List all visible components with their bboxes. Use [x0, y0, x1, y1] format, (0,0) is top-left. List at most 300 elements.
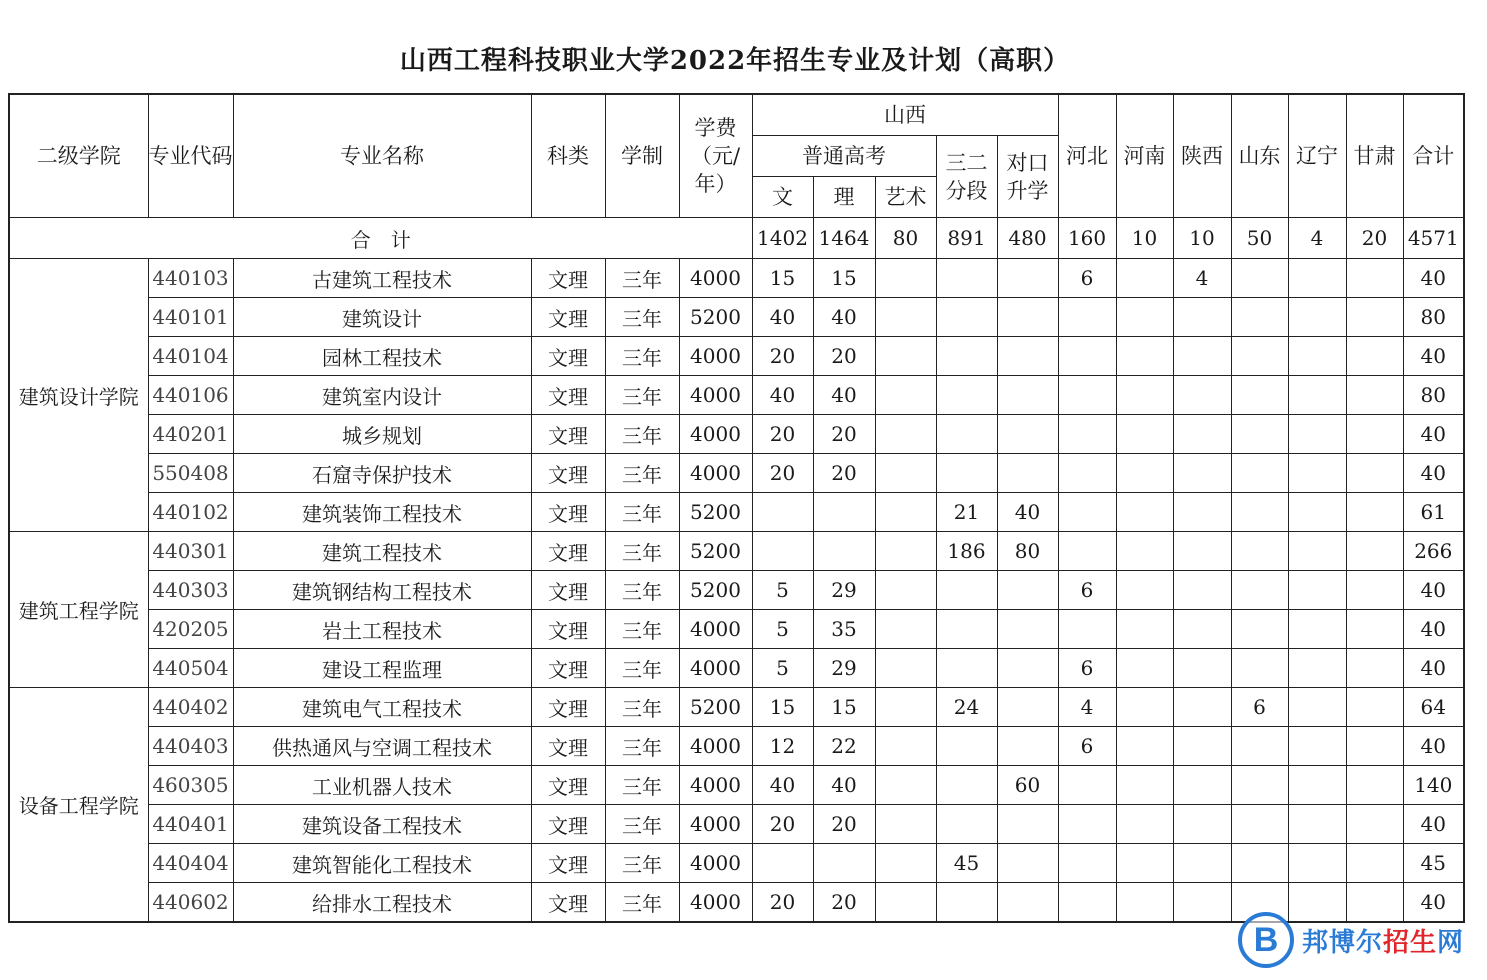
category-cell: 文理 [531, 493, 605, 532]
fee-cell: 4000 [679, 766, 752, 805]
quota-cell [1231, 259, 1288, 298]
quota-cell [936, 805, 997, 844]
quota-cell [1231, 493, 1288, 532]
quota-cell [936, 376, 997, 415]
quota-cell: 80 [1403, 298, 1464, 337]
category-cell: 文理 [531, 259, 605, 298]
quota-cell: 45 [936, 844, 997, 883]
category-cell: 文理 [531, 454, 605, 493]
quota-cell [875, 298, 936, 337]
quota-cell [1346, 532, 1403, 571]
quota-cell [1116, 610, 1173, 649]
quota-cell [997, 454, 1058, 493]
quota-cell [875, 883, 936, 923]
quota-cell [1346, 376, 1403, 415]
major-code-cell: 550408 [148, 454, 233, 493]
quota-cell [875, 337, 936, 376]
major-code-cell: 440101 [148, 298, 233, 337]
quota-cell [1173, 766, 1231, 805]
header-fee: 学费（元/年） [679, 94, 752, 218]
quota-cell [1288, 493, 1346, 532]
total-cell: 1464 [813, 218, 875, 259]
quota-cell: 20 [752, 805, 813, 844]
quota-cell [1288, 571, 1346, 610]
quota-cell [997, 610, 1058, 649]
duration-cell: 三年 [605, 571, 679, 610]
header-category: 科类 [531, 94, 605, 218]
quota-cell: 40 [813, 298, 875, 337]
quota-cell [997, 337, 1058, 376]
quota-cell [1058, 298, 1116, 337]
table-row [9, 571, 1464, 610]
quota-cell [1346, 493, 1403, 532]
quota-cell [936, 298, 997, 337]
total-cell: 160 [1058, 218, 1116, 259]
quota-cell [1116, 727, 1173, 766]
major-code-cell: 440403 [148, 727, 233, 766]
quota-cell [1346, 805, 1403, 844]
quota-cell: 4 [1173, 259, 1231, 298]
quota-cell: 20 [813, 883, 875, 923]
quota-cell [875, 493, 936, 532]
quota-cell: 45 [1403, 844, 1464, 883]
quota-cell [1231, 532, 1288, 571]
fee-cell: 4000 [679, 610, 752, 649]
quota-cell [1231, 766, 1288, 805]
duration-cell: 三年 [605, 376, 679, 415]
quota-cell: 6 [1058, 259, 1116, 298]
quota-cell [936, 454, 997, 493]
quota-cell [752, 493, 813, 532]
category-cell: 文理 [531, 883, 605, 923]
fee-cell: 4000 [679, 727, 752, 766]
table-row [9, 415, 1464, 454]
quota-cell [1231, 805, 1288, 844]
header-gansu: 甘肃 [1346, 94, 1403, 218]
major-code-cell: 440401 [148, 805, 233, 844]
quota-cell [875, 454, 936, 493]
quota-cell [936, 727, 997, 766]
quota-cell [997, 844, 1058, 883]
quota-cell: 6 [1058, 649, 1116, 688]
quota-cell [1058, 337, 1116, 376]
quota-cell [875, 766, 936, 805]
duration-cell: 三年 [605, 259, 679, 298]
quota-cell [1116, 298, 1173, 337]
quota-cell [1231, 454, 1288, 493]
fee-cell: 5200 [679, 571, 752, 610]
major-code-cell: 440102 [148, 493, 233, 532]
major-name-cell: 岩土工程技术 [233, 610, 531, 649]
duration-cell: 三年 [605, 649, 679, 688]
quota-cell: 61 [1403, 493, 1464, 532]
major-name-cell: 建设工程监理 [233, 649, 531, 688]
quota-cell [1173, 610, 1231, 649]
quota-cell [875, 727, 936, 766]
quota-cell: 40 [813, 766, 875, 805]
quota-cell [875, 532, 936, 571]
quota-cell [997, 571, 1058, 610]
quota-cell: 20 [813, 454, 875, 493]
quota-cell [1116, 415, 1173, 454]
quota-cell: 20 [752, 337, 813, 376]
quota-cell [1173, 844, 1231, 883]
quota-cell [1288, 298, 1346, 337]
quota-cell: 40 [752, 376, 813, 415]
quota-cell [936, 610, 997, 649]
quota-cell [1173, 454, 1231, 493]
major-name-cell: 园林工程技术 [233, 337, 531, 376]
quota-cell [1288, 532, 1346, 571]
quota-cell [1116, 337, 1173, 376]
quota-cell [1346, 649, 1403, 688]
major-code-cell: 440504 [148, 649, 233, 688]
quota-cell [936, 337, 997, 376]
quota-cell: 24 [936, 688, 997, 727]
quota-cell [936, 415, 997, 454]
quota-cell [813, 844, 875, 883]
quota-cell [813, 532, 875, 571]
table-row [9, 727, 1464, 766]
quota-cell [1288, 454, 1346, 493]
category-cell: 文理 [531, 805, 605, 844]
quota-cell [1231, 649, 1288, 688]
quota-cell [1231, 610, 1288, 649]
quota-cell [875, 376, 936, 415]
quota-cell [1346, 415, 1403, 454]
major-name-cell: 建筑工程技术 [233, 532, 531, 571]
duration-cell: 三年 [605, 532, 679, 571]
quota-cell [1058, 376, 1116, 415]
quota-cell [1346, 727, 1403, 766]
quota-cell [997, 259, 1058, 298]
quota-cell [1116, 805, 1173, 844]
major-code-cell: 440402 [148, 688, 233, 727]
quota-cell [997, 805, 1058, 844]
quota-cell: 40 [1403, 571, 1464, 610]
quota-cell [1173, 532, 1231, 571]
category-cell: 文理 [531, 766, 605, 805]
quota-cell [875, 415, 936, 454]
quota-cell [936, 571, 997, 610]
quota-cell [1288, 415, 1346, 454]
header-total: 合计 [1403, 94, 1464, 218]
duration-cell: 三年 [605, 415, 679, 454]
total-cell: 50 [1231, 218, 1288, 259]
table-row [9, 493, 1464, 532]
quota-cell: 40 [752, 298, 813, 337]
quota-cell: 40 [1403, 805, 1464, 844]
quota-cell [1116, 259, 1173, 298]
quota-cell [1173, 727, 1231, 766]
header-college: 二级学院 [9, 94, 148, 218]
quota-cell [1173, 298, 1231, 337]
quota-cell: 12 [752, 727, 813, 766]
quota-cell [1058, 766, 1116, 805]
quota-cell [1173, 649, 1231, 688]
page-title: 山西工程科技职业大学2022年招生专业及计划（高职） [399, 46, 1071, 76]
category-cell: 文理 [531, 727, 605, 766]
quota-cell [1346, 571, 1403, 610]
quota-cell [1231, 376, 1288, 415]
quota-cell [1116, 766, 1173, 805]
table-row [9, 376, 1464, 415]
quota-cell [1058, 610, 1116, 649]
quota-cell [997, 688, 1058, 727]
quota-cell: 40 [1403, 610, 1464, 649]
quota-cell [1288, 727, 1346, 766]
major-name-cell: 建筑钢结构工程技术 [233, 571, 531, 610]
quota-cell [875, 844, 936, 883]
duration-cell: 三年 [605, 844, 679, 883]
quota-cell: 20 [813, 805, 875, 844]
major-code-cell: 440301 [148, 532, 233, 571]
quota-cell: 35 [813, 610, 875, 649]
quota-cell [1116, 688, 1173, 727]
quota-cell: 5 [752, 610, 813, 649]
category-cell: 文理 [531, 688, 605, 727]
quota-cell [752, 532, 813, 571]
quota-cell [997, 298, 1058, 337]
quota-cell [997, 376, 1058, 415]
header-shandong: 山东 [1231, 94, 1288, 218]
header-sanerfen: 三二分段 [936, 136, 997, 218]
quota-cell [875, 688, 936, 727]
major-code-cell: 420205 [148, 610, 233, 649]
quota-cell: 80 [1403, 376, 1464, 415]
quota-cell [752, 844, 813, 883]
quota-cell [813, 493, 875, 532]
duration-cell: 三年 [605, 883, 679, 923]
quota-cell: 40 [1403, 259, 1464, 298]
major-name-cell: 工业机器人技术 [233, 766, 531, 805]
major-name-cell: 古建筑工程技术 [233, 259, 531, 298]
header-duikou: 对口升学 [997, 136, 1058, 218]
header-hebei: 河北 [1058, 94, 1116, 218]
quota-cell: 29 [813, 649, 875, 688]
quota-cell [997, 649, 1058, 688]
total-cell: 10 [1116, 218, 1173, 259]
header-liaoning: 辽宁 [1288, 94, 1346, 218]
quota-cell: 5 [752, 571, 813, 610]
duration-cell: 三年 [605, 298, 679, 337]
quota-cell: 6 [1058, 571, 1116, 610]
fee-cell: 5200 [679, 493, 752, 532]
total-cell: 1402 [752, 218, 813, 259]
quota-cell [1288, 844, 1346, 883]
quota-cell [875, 649, 936, 688]
category-cell: 文理 [531, 415, 605, 454]
fee-cell: 4000 [679, 883, 752, 923]
quota-cell [1231, 415, 1288, 454]
quota-cell [1058, 493, 1116, 532]
college-cell: 建筑设计学院 [9, 259, 148, 532]
quota-cell: 29 [813, 571, 875, 610]
quota-cell: 266 [1403, 532, 1464, 571]
college-cell: 设备工程学院 [9, 688, 148, 923]
major-code-cell: 460305 [148, 766, 233, 805]
fee-cell: 4000 [679, 649, 752, 688]
header-henan: 河南 [1116, 94, 1173, 218]
quota-cell [1288, 805, 1346, 844]
fee-cell: 4000 [679, 805, 752, 844]
quota-cell [1346, 454, 1403, 493]
quota-cell [1116, 883, 1173, 923]
quota-cell [1173, 805, 1231, 844]
quota-cell [1116, 493, 1173, 532]
table-row [9, 298, 1464, 337]
quota-cell: 40 [1403, 337, 1464, 376]
quota-cell [875, 259, 936, 298]
duration-cell: 三年 [605, 766, 679, 805]
duration-cell: 三年 [605, 610, 679, 649]
quota-cell [875, 571, 936, 610]
quota-cell [1346, 688, 1403, 727]
total-cell: 4 [1288, 218, 1346, 259]
major-code-cell: 440404 [148, 844, 233, 883]
major-code-cell: 440103 [148, 259, 233, 298]
site-watermark [1238, 912, 1478, 968]
quota-cell [1231, 727, 1288, 766]
quota-cell [997, 883, 1058, 923]
major-name-cell: 供热通风与空调工程技术 [233, 727, 531, 766]
quota-cell [1346, 610, 1403, 649]
duration-cell: 三年 [605, 493, 679, 532]
quota-cell [1288, 376, 1346, 415]
quota-cell [1231, 844, 1288, 883]
table-row [9, 844, 1464, 883]
duration-cell: 三年 [605, 688, 679, 727]
quota-cell: 15 [752, 259, 813, 298]
category-cell: 文理 [531, 337, 605, 376]
table-row [9, 766, 1464, 805]
quota-cell: 40 [752, 766, 813, 805]
quota-cell: 140 [1403, 766, 1464, 805]
quota-cell [1058, 883, 1116, 923]
major-name-cell: 建筑电气工程技术 [233, 688, 531, 727]
fee-cell: 5200 [679, 688, 752, 727]
quota-cell [1116, 571, 1173, 610]
quota-cell [1173, 376, 1231, 415]
quota-cell: 40 [1403, 727, 1464, 766]
quota-cell [997, 727, 1058, 766]
header-wen: 文 [752, 177, 813, 218]
quota-cell: 40 [813, 376, 875, 415]
quota-cell: 80 [997, 532, 1058, 571]
major-code-cell: 440303 [148, 571, 233, 610]
quota-cell [1288, 610, 1346, 649]
major-code-cell: 440104 [148, 337, 233, 376]
header-shaanxi: 陕西 [1173, 94, 1231, 218]
quota-cell [1346, 298, 1403, 337]
major-name-cell: 建筑室内设计 [233, 376, 531, 415]
quota-cell [1173, 415, 1231, 454]
quota-cell: 15 [813, 259, 875, 298]
table-row [9, 337, 1464, 376]
category-cell: 文理 [531, 532, 605, 571]
header-shanxi: 山西 [752, 94, 1058, 136]
duration-cell: 三年 [605, 337, 679, 376]
quota-cell: 20 [752, 883, 813, 923]
quota-cell [1058, 844, 1116, 883]
major-code-cell: 440201 [148, 415, 233, 454]
quota-cell [1288, 259, 1346, 298]
quota-cell: 4 [1058, 688, 1116, 727]
watermark-text: 邦博尔招生网 [1302, 927, 1465, 958]
total-cell: 480 [997, 218, 1058, 259]
quota-cell [1288, 649, 1346, 688]
duration-cell: 三年 [605, 454, 679, 493]
category-cell: 文理 [531, 844, 605, 883]
quota-cell [875, 805, 936, 844]
header-code: 专业代码 [148, 94, 233, 218]
quota-cell: 40 [1403, 649, 1464, 688]
major-name-cell: 建筑装饰工程技术 [233, 493, 531, 532]
quota-cell [936, 766, 997, 805]
quota-cell [936, 883, 997, 923]
quota-cell: 22 [813, 727, 875, 766]
quota-cell [1346, 337, 1403, 376]
quota-cell [1173, 571, 1231, 610]
total-cell: 10 [1173, 218, 1231, 259]
table-row [9, 688, 1464, 727]
quota-cell: 15 [813, 688, 875, 727]
fee-cell: 4000 [679, 454, 752, 493]
table-row [9, 454, 1464, 493]
quota-cell: 40 [1403, 415, 1464, 454]
major-code-cell: 440106 [148, 376, 233, 415]
quota-cell [997, 415, 1058, 454]
quota-cell [1231, 337, 1288, 376]
watermark-logo-icon: B [1238, 912, 1294, 968]
quota-cell: 15 [752, 688, 813, 727]
duration-cell: 三年 [605, 727, 679, 766]
quota-cell: 60 [997, 766, 1058, 805]
quota-cell [1173, 493, 1231, 532]
quota-cell [1116, 844, 1173, 883]
fee-cell: 4000 [679, 415, 752, 454]
quota-cell [1173, 337, 1231, 376]
quota-cell: 6 [1231, 688, 1288, 727]
major-name-cell: 石窟寺保护技术 [233, 454, 531, 493]
total-cell: 80 [875, 218, 936, 259]
quota-cell: 20 [752, 415, 813, 454]
category-cell: 文理 [531, 610, 605, 649]
quota-cell [1288, 766, 1346, 805]
quota-cell [1231, 298, 1288, 337]
major-name-cell: 城乡规划 [233, 415, 531, 454]
table-row [9, 805, 1464, 844]
total-cell: 891 [936, 218, 997, 259]
category-cell: 文理 [531, 571, 605, 610]
quota-cell [875, 610, 936, 649]
quota-cell [1058, 415, 1116, 454]
header-name: 专业名称 [233, 94, 531, 218]
quota-cell [1058, 532, 1116, 571]
quota-cell [1346, 844, 1403, 883]
total-cell: 4571 [1403, 218, 1464, 259]
header-regular-exam: 普通高考 [752, 136, 936, 177]
quota-cell [1116, 454, 1173, 493]
quota-cell [1173, 688, 1231, 727]
table-row [9, 532, 1464, 571]
quota-cell: 6 [1058, 727, 1116, 766]
quota-cell [1116, 532, 1173, 571]
header-art: 艺术 [875, 177, 936, 218]
major-name-cell: 建筑智能化工程技术 [233, 844, 531, 883]
fee-cell: 4000 [679, 337, 752, 376]
table-row [9, 259, 1464, 298]
